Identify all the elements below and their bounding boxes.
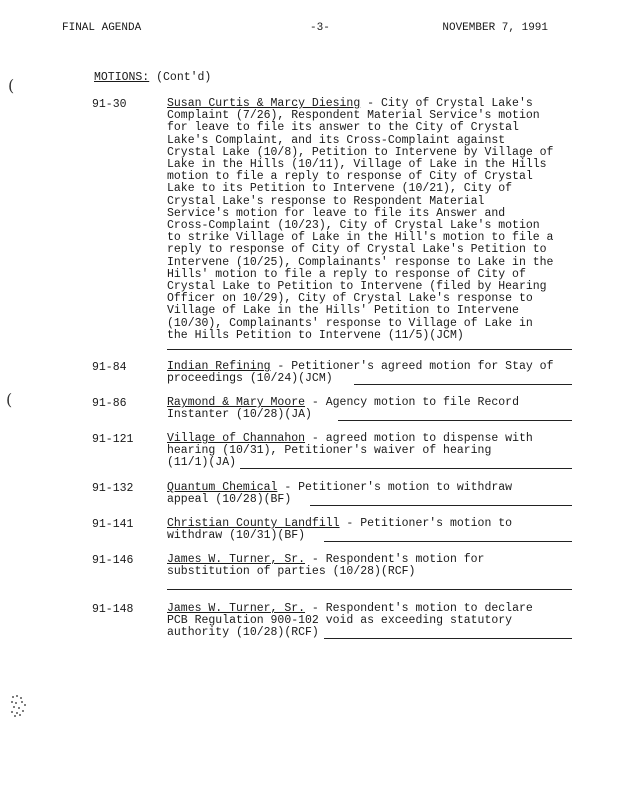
signature-line — [354, 384, 572, 385]
item-number: 91-132 — [92, 482, 134, 495]
item-number: 91-121 — [92, 433, 134, 446]
section-suffix: (Cont'd) — [156, 71, 212, 84]
section-label: MOTIONS: — [94, 71, 150, 84]
item-body — [167, 518, 577, 542]
signature-line — [324, 638, 572, 639]
margin-mark: ( — [6, 390, 13, 409]
item-text: - Respondent's motion for substitution of parties (10/28)(RCF) — [167, 553, 485, 579]
signature-line — [167, 589, 572, 590]
header-title: FINAL AGENDA — [62, 22, 142, 34]
item-text: - Respondent's motion to declare PCB Regulation 900-102 void as exceeding statutory authority (10/28)(RCF) — [167, 602, 533, 640]
section-title — [94, 71, 211, 84]
item-number: 91-86 — [92, 397, 127, 410]
item-body — [167, 603, 577, 640]
item-text: - Petitioner's motion to withdraw appeal (10/28)(BF) — [167, 481, 513, 507]
item-party: Indian Refining — [167, 360, 271, 373]
item-body — [167, 361, 577, 385]
item-party: Village of Channahon — [167, 432, 306, 445]
item-party: Susan Curtis & Marcy Diesing — [167, 97, 361, 110]
item-text: - agreed motion to dispense with hearing (10/31), Petitioner's waiver of hearing (11/1)(JA) — [167, 432, 533, 470]
item-number: 91-84 — [92, 361, 127, 374]
item-text: - Agency motion to file Record Instanter (10/28)(JA) — [167, 396, 519, 422]
item-body — [167, 433, 577, 470]
item-party: Raymond & Mary Moore — [167, 396, 306, 409]
item-party: James W. Turner, Sr. — [167, 602, 306, 615]
signature-line — [310, 505, 572, 506]
item-party: James W. Turner, Sr. — [167, 553, 306, 566]
item-body — [167, 554, 577, 578]
item-body — [167, 98, 577, 342]
page-header — [62, 22, 548, 38]
item-text: - Petitioner's agreed motion for Stay of proceedings (10/24)(JCM) — [167, 360, 554, 386]
item-text: - City of Crystal Lake's Complaint (7/26), Respondent Material Service's motion for leave to file its answer to the City of Crystal Lake's Complaint, and its Cross-Complaint against Crystal Lake (10/8), Petition to Intervene by Village of Lake in the Hills (10/11), Village of Lake in the Hills motion to file a reply to response of City of Crystal Lake to its Petition to Intervene (10/21), City of Crystal Lake's response to Respondent Material Service's motion for leave to file its Answer and Cross-Complaint (10/23), City of Crystal Lake's motion to strike Village of Lake in the Hill's motion to file a reply to response of City of Crystal Lake's Petition to Intervene (10/25), Complainants' response to Lake in the Hills' motion to file a reply to response of City of Crystal Lake to Petition to Intervene (filed by Hearing Officer on 10/29), City of Crystal Lake's response to Village of Lake in the Hills' Petition to Intervene (10/30), Complainants' response to Village of Lake in the Hills Petition to Intervene (11/5)(JCM) — [167, 97, 554, 342]
header-date: NOVEMBER 7, 1991 — [442, 22, 548, 34]
signature-line — [167, 349, 572, 350]
item-party: Christian County Landfill — [167, 517, 340, 530]
item-party: Quantum Chemical — [167, 481, 278, 494]
page-number: -3- — [310, 22, 330, 34]
item-body — [167, 482, 577, 506]
item-text: - Petitioner's motion to withdraw (10/31)(BF) — [167, 517, 513, 543]
item-number: 91-30 — [92, 98, 127, 111]
signature-line — [324, 541, 572, 542]
margin-mark: ( — [8, 76, 15, 95]
item-number: 91-148 — [92, 603, 134, 616]
hole-punch-mark — [8, 693, 30, 719]
item-number: 91-141 — [92, 518, 134, 531]
signature-line — [338, 420, 572, 421]
signature-line — [240, 468, 572, 469]
item-body — [167, 397, 577, 421]
item-number: 91-146 — [92, 554, 134, 567]
